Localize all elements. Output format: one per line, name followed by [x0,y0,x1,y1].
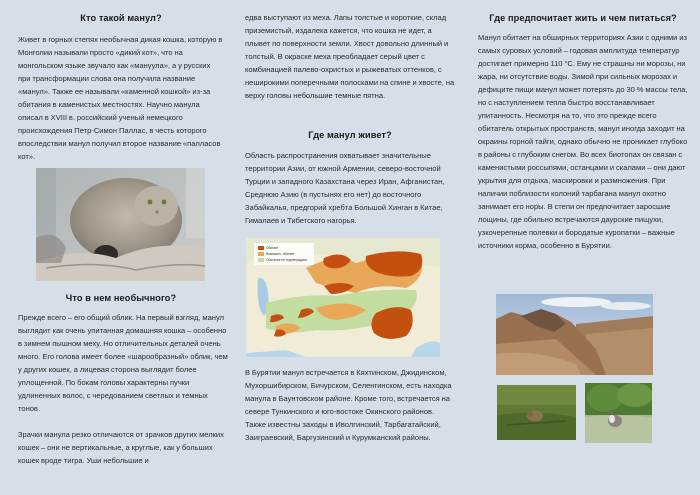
legend-item: Обитает [266,246,279,250]
manul-photo [36,168,205,281]
paragraph-where: Область распространения охватывает значительные территории Азии, от южной Армении, северо-восточной Турции и западного Казахстана через Иран, Афганистан, Среднюю Азию (в пустынях его нет) до восточного Забайкалья, предгорий хребта Большой Хинган в Китае, Гималаев и Тибетского нагорья. [245,151,445,225]
section-title-who: Кто такой манул? [80,13,162,23]
paragraph-buryatia: В Бурятии манул встречается в Кяхтинском, Джидинском, Мухоршибирском, Бичурском, Селенгинском, есть находка манула в Баунтовском районе. Кроме того, встречается на севере Тункинского и юго-востоке Окинского районов. Также известны заходы в Иволгинский, Тарбагатайский, Заиграевский, Баргузинский и Курумканский районы. [245,368,452,442]
section-title-habitat-food: Где предпочитает жить и чем питаться? [489,13,677,23]
paragraph-appearance-continued: едва выступают из меха. Лапы толстые и короткие, склад приземистый, издалека кажется, что кошка не идет, а плывет по поверхности земли. Хвост довольно длинный и толстый. В окраске меха преобладает серый цвет с комбинацией палево-охристых и рыжеватых оттенков, с неширокими поперечными полосками на спине и хвосте, на верху головы небольшие темные пятна. [245,13,455,100]
legend-item: Возможно, обитает [266,252,295,256]
legend-item: Обитание не подтверждено [266,258,308,262]
section-title-where: Где манул живет? [308,130,392,140]
steppe-landscape-photo [496,294,653,375]
paragraph-habitat-food: Манул обитает на обширных территориях Азии с одними из самых суровых условий – годовая амплитуда температур достигает примерно 110 °С. Ему не страшны ни морозы, ни жара, ни отсутствие воды. Зимой при сильных морозах и дефиците пищи манул может потерять до 30 % массы тела, но с наступлением тепла быстро восстанавливает упитанность. Несмотря на то, что это прежде всего обитатель открытых пространств, манул иногда заходит на окраины горной тайги, однако обычно не проникает глубоко в районы с глубоким снегом. Во всех биотопах он связан с каменистыми россыпями, останцами и скалами – они дают укрытия для отдыха, маскировки и размножения. При наличии поблизости колоний тарбагана манул охотно занимает его норы. В степи он предпочитает заросшие лощины, где обильно встречаются даурские пищухи, узкочерепные полевки и бородатые куропатки – важные источники корма, особенно в Бурятии. [478,33,688,250]
paragraph-unusual-1: Прежде всего – его общий облик. На первый взгляд, манул выглядит как очень упитанная домашняя кошка – особенно в зимнем пышном меху. Но отличительных деталей очень много. Его голова имеет более «шарообразный» облик, чем у других кошек, а лицевая сторона выглядит более уплощенной. По бокам головы характерны пучки удлиненных волос, с чередованием светлых и темных тонов. [18,313,228,413]
paragraph-who: Живет в горных степях необычная дикая кошка, которую в Монголии называли просто «дикий кот», что на монгольском языке звучало как «манүула», а у русских при трансформации слова она получила название «манул». Также ее называли «каменной кошкой» из-за обитания в каменистых местностях. Научно манула описал в XVIII в. российский ученый немецкого происхождения Петр-Симон Паллас, в честь которого впоследствии манул получил второе название «палласов кот». [18,35,223,161]
map-legend [266,245,307,263]
range-map [246,238,440,357]
pika-photo [497,385,576,440]
paragraph-unusual-2: Зрачки манула резко отличаются от зрачков других мелких кошек – они не вертикальные, а круглые, как у больших кошек вроде тигра. Уши небольшие и [18,430,224,465]
partridge-photo [585,383,652,443]
section-title-unusual: Что в нем необычного? [65,293,177,303]
